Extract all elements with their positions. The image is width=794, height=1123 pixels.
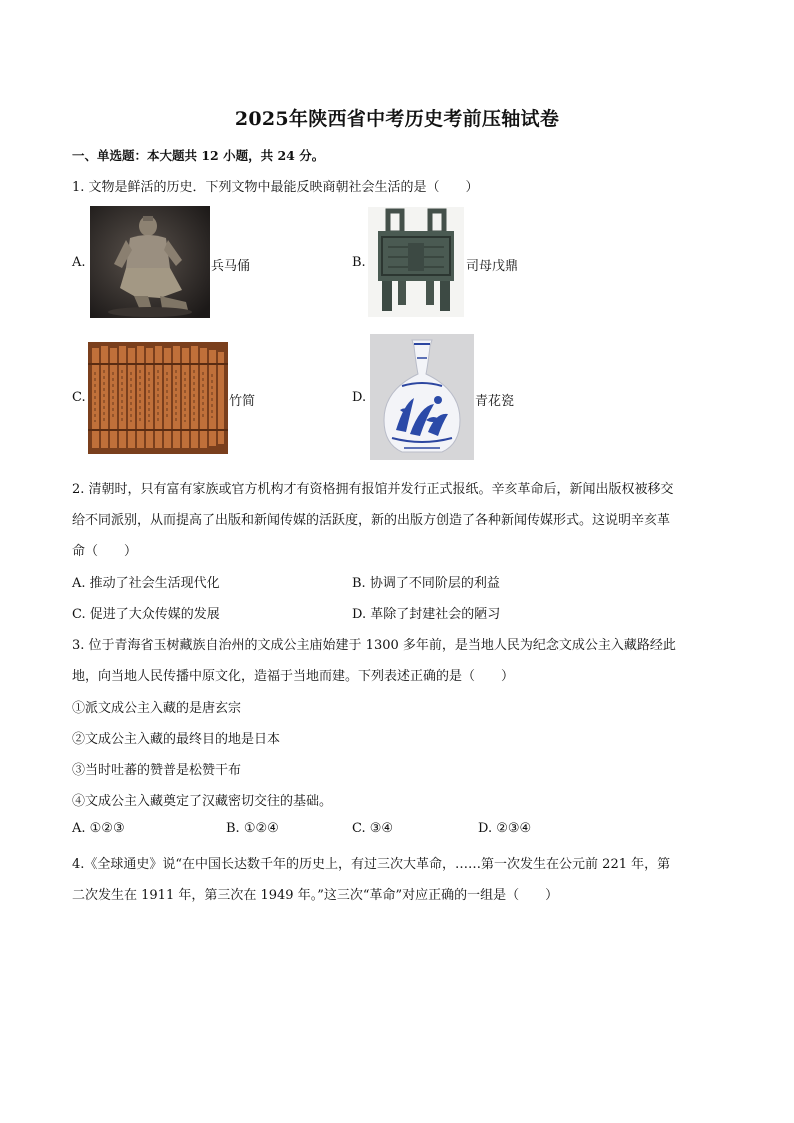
q1-option-d-caption: 青花瓷 bbox=[475, 394, 515, 409]
q3-statement-4: ④文成公主入藏奠定了汉藏密切交往的基础。 bbox=[72, 794, 333, 809]
q3-option-b: B. ①②④ bbox=[226, 821, 279, 836]
terracotta-warrior-image bbox=[90, 206, 210, 318]
q2-option-a: A. 推动了社会生活现代化 bbox=[72, 576, 220, 591]
q1-option-a-caption: 兵马俑 bbox=[211, 259, 251, 274]
q1-option-d-letter: D. bbox=[352, 390, 367, 405]
q3-statement-2: ②文成公主入藏的最终目的地是日本 bbox=[72, 732, 281, 747]
q1-option-c-letter: C. bbox=[72, 390, 86, 405]
question-4-line-2: 二次发生在 1911 年，第三次在 1949 年。”这三次“革命”对应正确的一组是（ ） bbox=[72, 888, 559, 903]
question-4-line-1: 4.《全球通史》说“在中国长达数千年的历史上，有过三次大革命，……第一次发生在公元前 221 年，第 bbox=[72, 857, 671, 872]
q2-option-c: C. 促进了大众传媒的发展 bbox=[72, 607, 220, 622]
bamboo-slips-image bbox=[88, 342, 228, 454]
q2-option-d: D. 革除了封建社会的陋习 bbox=[352, 607, 501, 622]
q2-option-b: B. 协调了不同阶层的利益 bbox=[352, 576, 500, 591]
question-2-line-1: 2. 清朝时，只有富有家族或官方机构才有资格拥有报馆并发行正式报纸。辛亥革命后，新闻出版权被移交 bbox=[72, 482, 674, 497]
blue-white-porcelain-image bbox=[370, 334, 474, 460]
q3-option-c: C. ③④ bbox=[352, 821, 394, 836]
question-3-line-1: 3. 位于青海省玉树藏族自治州的文成公主庙始建于 1300 多年前，是当地人民为纪念文成公主入藏路经此 bbox=[72, 638, 676, 653]
q3-statement-3: ③当时吐蕃的赞普是松赞干布 bbox=[72, 763, 242, 778]
section-header: 一、单选题：本大题共 12 小题，共 24 分。 bbox=[72, 148, 325, 163]
question-2-line-3: 命（ ） bbox=[72, 544, 138, 559]
page-title: 2025年陕西省中考历史考前压轴试卷 bbox=[234, 108, 560, 130]
q1-option-a-letter: A. bbox=[72, 255, 86, 270]
q1-option-c-caption: 竹简 bbox=[229, 394, 256, 409]
q1-option-b-letter: B. bbox=[352, 255, 366, 270]
question-2-line-2: 给不同派别，从而提高了出版和新闻传媒的活跃度，新的出版方创造了各种新闻传媒形式。这说明辛亥革 bbox=[72, 513, 671, 528]
q3-option-a: A. ①②③ bbox=[72, 821, 125, 836]
question-1-stem: 1. 文物是鲜活的历史．下列文物中最能反映商朝社会生活的是（ ） bbox=[72, 180, 479, 195]
bronze-ding-image bbox=[368, 207, 464, 317]
q3-statement-1: ①派文成公主入藏的是唐玄宗 bbox=[72, 701, 242, 716]
q3-option-d: D. ②③④ bbox=[478, 821, 532, 836]
q1-option-b-caption: 司母戊鼎 bbox=[466, 259, 519, 274]
question-3-line-2: 地，向当地人民传播中原文化，造福于当地而建。下列表述正确的是（ ） bbox=[72, 669, 515, 684]
